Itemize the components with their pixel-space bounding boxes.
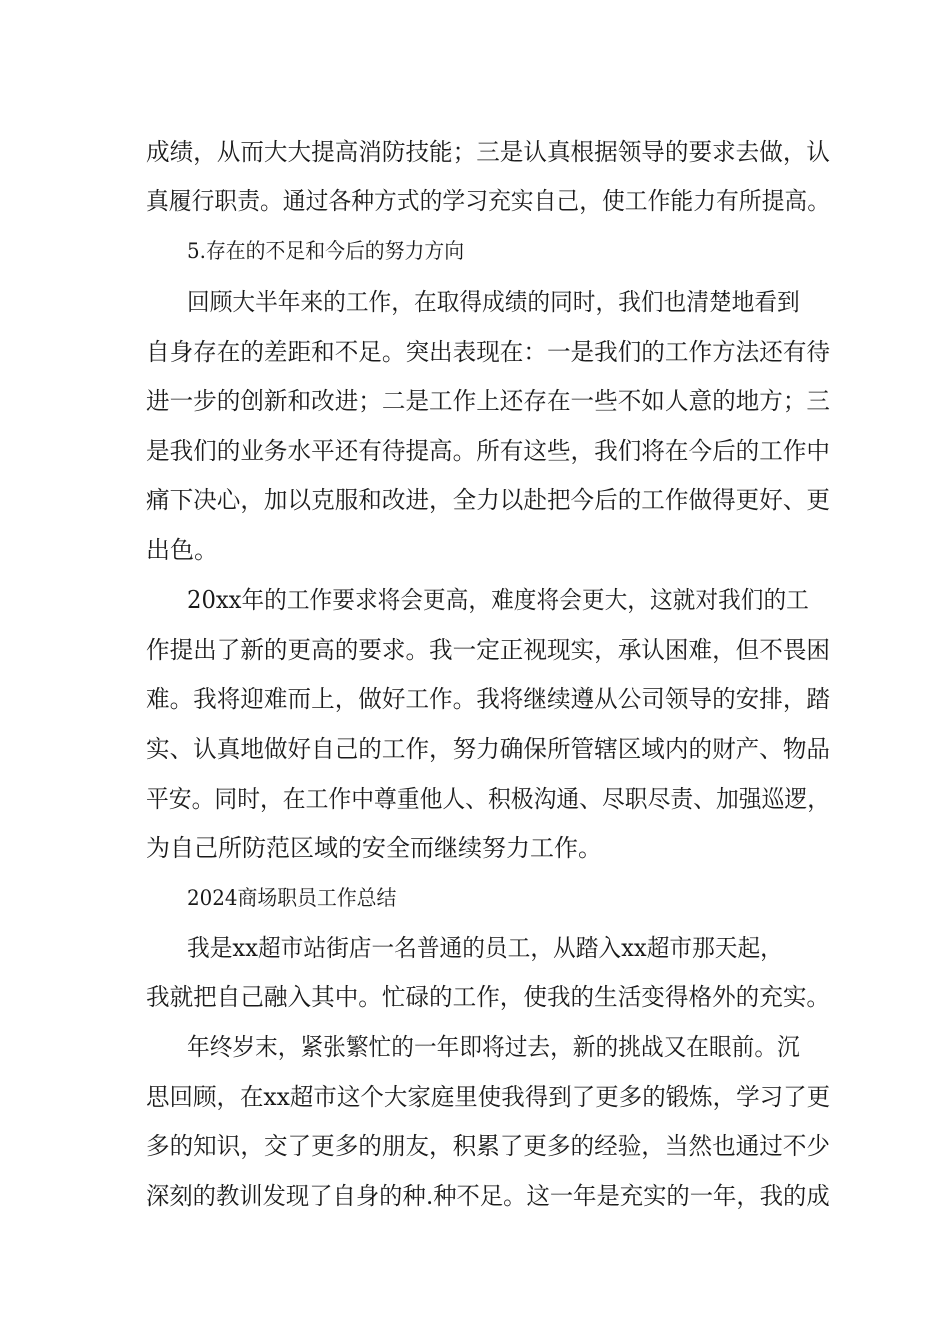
- text-line-6: 进一步的创新和改进；二是工作上还存在一些不如人意的地方；三: [146, 387, 830, 415]
- text-line-20: 思回顾，在xx超市这个大家庭里使我得到了更多的锻炼，学习了更: [146, 1083, 831, 1111]
- article-title: 2024商场职员工作总结: [187, 886, 397, 910]
- text-line-13: 实、认真地做好自己的工作，努力确保所管辖区域内的财产、物品: [146, 735, 830, 763]
- text-line-8: 痛下决心，加以克服和改进，全力以赴把今后的工作做得更好、更: [146, 486, 830, 514]
- text-line-10: 20xx年的工作要求将会更高，难度将会更大，这就对我们的工: [187, 586, 809, 614]
- text-line-21: 多的知识，交了更多的朋友，积累了更多的经验，当然也通过不少: [146, 1132, 830, 1160]
- text-line-18: 我就把自己融入其中。忙碌的工作，使我的生活变得格外的充实。: [146, 983, 830, 1011]
- text-line-19: 年终岁末，紧张繁忙的一年即将过去，新的挑战又在眼前。沉: [187, 1033, 800, 1061]
- text-line-14: 平安。同时，在工作中尊重他人、积极沟通、尽职尽责、加强巡逻，: [146, 785, 830, 813]
- text-line-7: 是我们的业务水平还有待提高。所有这些，我们将在今后的工作中: [146, 437, 830, 465]
- text-line-5: 自身存在的差距和不足。突出表现在：一是我们的工作方法还有待: [146, 338, 830, 366]
- text-line-1: 成绩，从而大大提高消防技能；三是认真根据领导的要求去做，认: [146, 138, 830, 166]
- text-line-17: 我是xx超市站街店一名普通的员工，从踏入xx超市那天起，: [187, 934, 783, 962]
- text-line-22: 深刻的教训发现了自身的种.种不足。这一年是充实的一年，我的成: [146, 1182, 830, 1210]
- text-line-15: 为自己所防范区域的安全而继续努力工作。: [146, 834, 602, 862]
- text-line-11: 作提出了新的更高的要求。我一定正视现实，承认困难，但不畏困: [146, 636, 830, 664]
- text-line-9: 出色。: [146, 536, 218, 564]
- text-line-2: 真履行职责。通过各种方式的学习充实自己，使工作能力有所提高。: [146, 187, 830, 215]
- section-heading: 5.存在的不足和今后的努力方向: [187, 239, 465, 263]
- text-line-12: 难。我将迎难而上，做好工作。我将继续遵从公司领导的安排，踏: [146, 685, 830, 713]
- text-line-4: 回顾大半年来的工作，在取得成绩的同时，我们也清楚地看到: [187, 288, 800, 316]
